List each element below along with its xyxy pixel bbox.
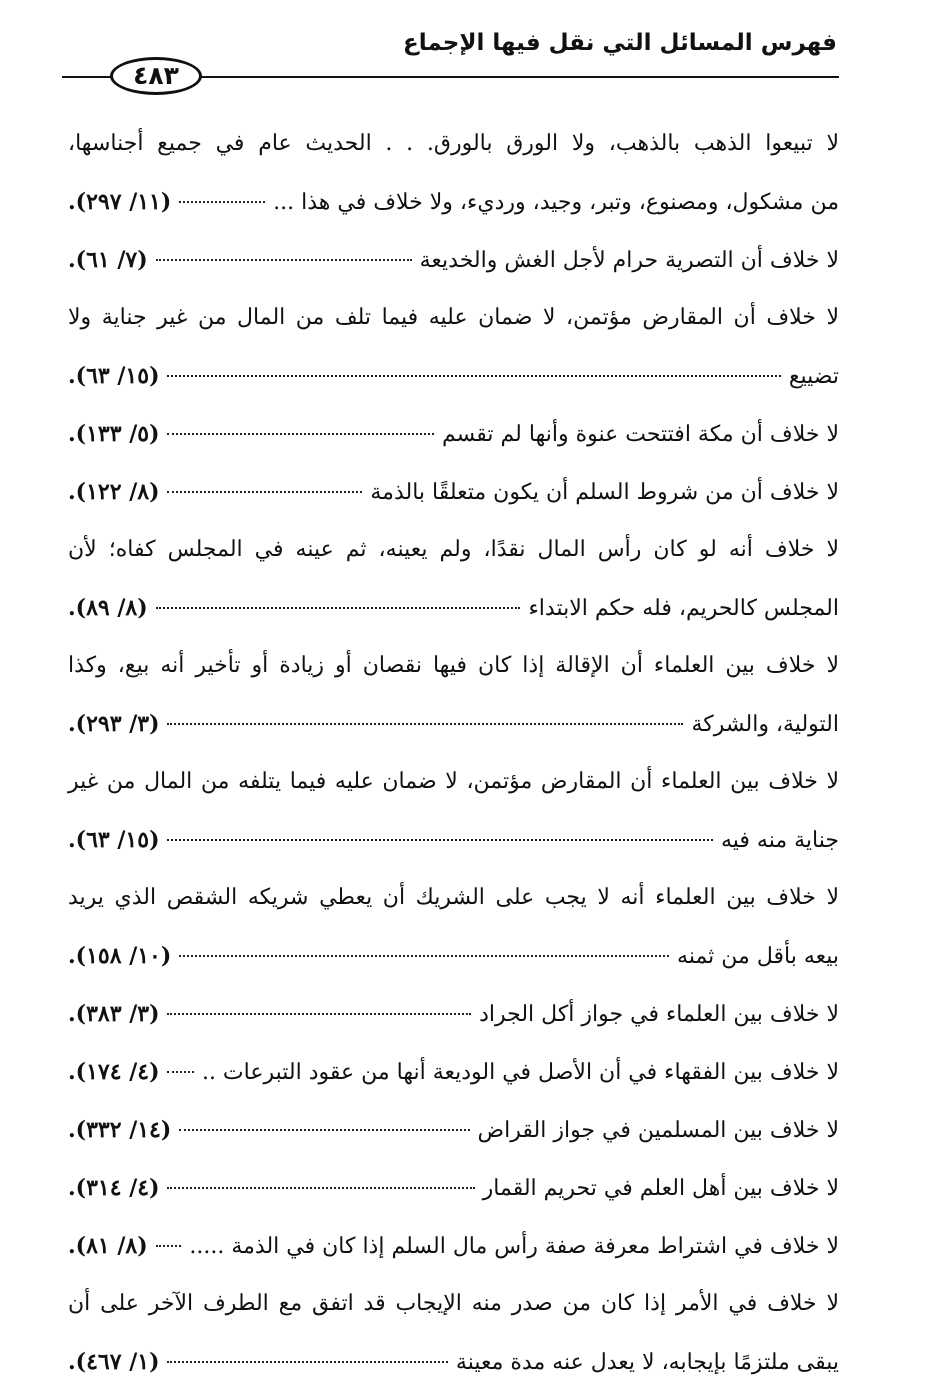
running-head: فهرس المسائل التي نقل فيها الإجماع xyxy=(403,30,837,56)
entry-last-line xyxy=(68,579,839,637)
dot-leader xyxy=(167,839,713,841)
entry-text: لا خلاف بين أهل العلم في تحريم القمار xyxy=(482,1176,839,1201)
index-entries xyxy=(68,115,839,1391)
entry-text-line: لا خلاف أنه لو كان رأس المال نقدًا، ولم يعينه، ثم عينه في المجلس كفاه؛ لأن xyxy=(68,537,839,562)
index-entry xyxy=(68,985,839,1043)
dot-leader xyxy=(156,259,412,261)
volume-page-reference: (٧/ ٦١). xyxy=(68,247,148,273)
index-entry xyxy=(68,289,839,405)
entry-last-line xyxy=(68,695,839,753)
entry-last-line xyxy=(68,985,839,1043)
dot-leader xyxy=(167,723,683,725)
index-entry xyxy=(68,1043,839,1101)
entry-text: لا خلاف أن التصرية حرام لأجل الغش والخديعة xyxy=(419,248,839,273)
volume-page-reference: (١٤/ ٣٣٢). xyxy=(68,1117,172,1143)
volume-page-reference: (١١/ ٢٩٧). xyxy=(68,189,172,215)
dot-leader xyxy=(179,1129,469,1131)
index-entry xyxy=(68,1101,839,1159)
entry-text: لا خلاف في اشتراط معرفة صفة رأس مال السلم إذا كان في الذمة ..... xyxy=(189,1234,839,1259)
index-entry xyxy=(68,1159,839,1217)
entry-last-line xyxy=(68,1159,839,1217)
entry-text: المجلس كالحريم، فله حكم الابتداء xyxy=(528,596,839,621)
entry-text: لا خلاف أن مكة افتتحت عنوة وأنها لم تقسم xyxy=(442,422,839,447)
entry-text: لا خلاف بين العلماء في جواز أكل الجراد xyxy=(479,1002,839,1027)
entry-last-line xyxy=(68,811,839,869)
dot-leader xyxy=(167,1013,471,1015)
entry-last-line xyxy=(68,463,839,521)
volume-page-reference: (٨/ ٨١). xyxy=(68,1233,148,1259)
volume-page-reference: (٨/ ٨٩). xyxy=(68,595,148,621)
volume-page-reference: (١٠/ ١٥٨). xyxy=(68,943,172,969)
volume-page-reference: (٣/ ٣٨٣). xyxy=(68,1001,160,1027)
entry-text-line: لا خلاف في الأمر إذا كان من صدر منه الإيجاب قد اتفق مع الطرف الآخر على أن xyxy=(68,1291,839,1316)
entry-last-line xyxy=(68,231,839,289)
entry-text: لا خلاف أن من شروط السلم أن يكون متعلقًا بالذمة xyxy=(370,480,839,505)
entry-text: لا خلاف بين الفقهاء في أن الأصل في الوديعة أنها من عقود التبرعات .. xyxy=(201,1060,839,1085)
entry-text: يبقى ملتزمًا بإيجابه، لا يعدل عنه مدة معينة xyxy=(455,1350,839,1375)
entry-text-line: لا خلاف أن المقارض مؤتمن، لا ضمان عليه فيما تلف من المال من غير جناية ولا xyxy=(68,305,839,330)
entry-text: تضييع xyxy=(788,364,839,389)
entry-text-line: لا خلاف بين العلماء أن المقارض مؤتمن، لا ضمان عليه فيما يتلفه من المال من غير xyxy=(68,769,839,794)
entry-last-line xyxy=(68,1217,839,1275)
volume-page-reference: (١٥/ ٦٣). xyxy=(68,363,160,389)
entry-text-line: لا تبيعوا الذهب بالذهب، ولا الورق بالورق. . . الحديث عام في جميع أجناسها، xyxy=(68,131,839,156)
index-entry xyxy=(68,753,839,869)
entry-last-line xyxy=(68,405,839,463)
index-entry xyxy=(68,1275,839,1391)
dot-leader xyxy=(179,955,669,957)
entry-last-line xyxy=(68,927,839,985)
index-entry xyxy=(68,521,839,637)
entry-text-line: لا خلاف بين العلماء أنه لا يجب على الشريك أن يعطي شريكه الشقص الذي يريد xyxy=(68,885,839,910)
volume-page-reference: (٤/ ٣١٤). xyxy=(68,1175,160,1201)
index-entry xyxy=(68,463,839,521)
index-entry xyxy=(68,115,839,231)
volume-page-reference: (١٥/ ٦٣). xyxy=(68,827,160,853)
page-number: ٤٨٣ xyxy=(110,57,202,95)
dot-leader xyxy=(156,1245,182,1247)
dot-leader xyxy=(167,491,362,493)
dot-leader xyxy=(167,433,434,435)
entry-text: بيعه بأقل من ثمنه xyxy=(677,944,839,969)
entry-last-line xyxy=(68,1101,839,1159)
index-entry xyxy=(68,405,839,463)
dot-leader xyxy=(167,1071,193,1073)
entry-text-line: لا خلاف بين العلماء أن الإقالة إذا كان فيها نقصان أو زيادة أو تأخير أنه بيع، وكذا xyxy=(68,653,839,678)
index-entry xyxy=(68,869,839,985)
entry-last-line xyxy=(68,1333,839,1391)
entry-text: من مشكول، ومصنوع، وتبر، وجيد، ورديء، ولا خلاف في هذا ... xyxy=(273,190,839,215)
dot-leader xyxy=(167,375,780,377)
entry-last-line xyxy=(68,1043,839,1101)
volume-page-reference: (١/ ٤٦٧). xyxy=(68,1349,160,1375)
entry-last-line xyxy=(68,173,839,231)
entry-text: لا خلاف بين المسلمين في جواز القراض xyxy=(477,1118,839,1143)
dot-leader xyxy=(179,201,265,203)
dot-leader xyxy=(167,1187,474,1189)
dot-leader xyxy=(167,1361,447,1363)
volume-page-reference: (٥/ ١٣٣). xyxy=(68,421,160,447)
entry-text: التولية، والشركة xyxy=(691,712,839,737)
index-entry xyxy=(68,231,839,289)
dot-leader xyxy=(156,607,521,609)
entry-text: جناية منه فيه xyxy=(720,828,839,853)
index-entry xyxy=(68,637,839,753)
entry-last-line xyxy=(68,347,839,405)
volume-page-reference: (٣/ ٢٩٣). xyxy=(68,711,160,737)
index-entry xyxy=(68,1217,839,1275)
volume-page-reference: (٨/ ١٢٢). xyxy=(68,479,160,505)
volume-page-reference: (٤/ ١٧٤). xyxy=(68,1059,160,1085)
